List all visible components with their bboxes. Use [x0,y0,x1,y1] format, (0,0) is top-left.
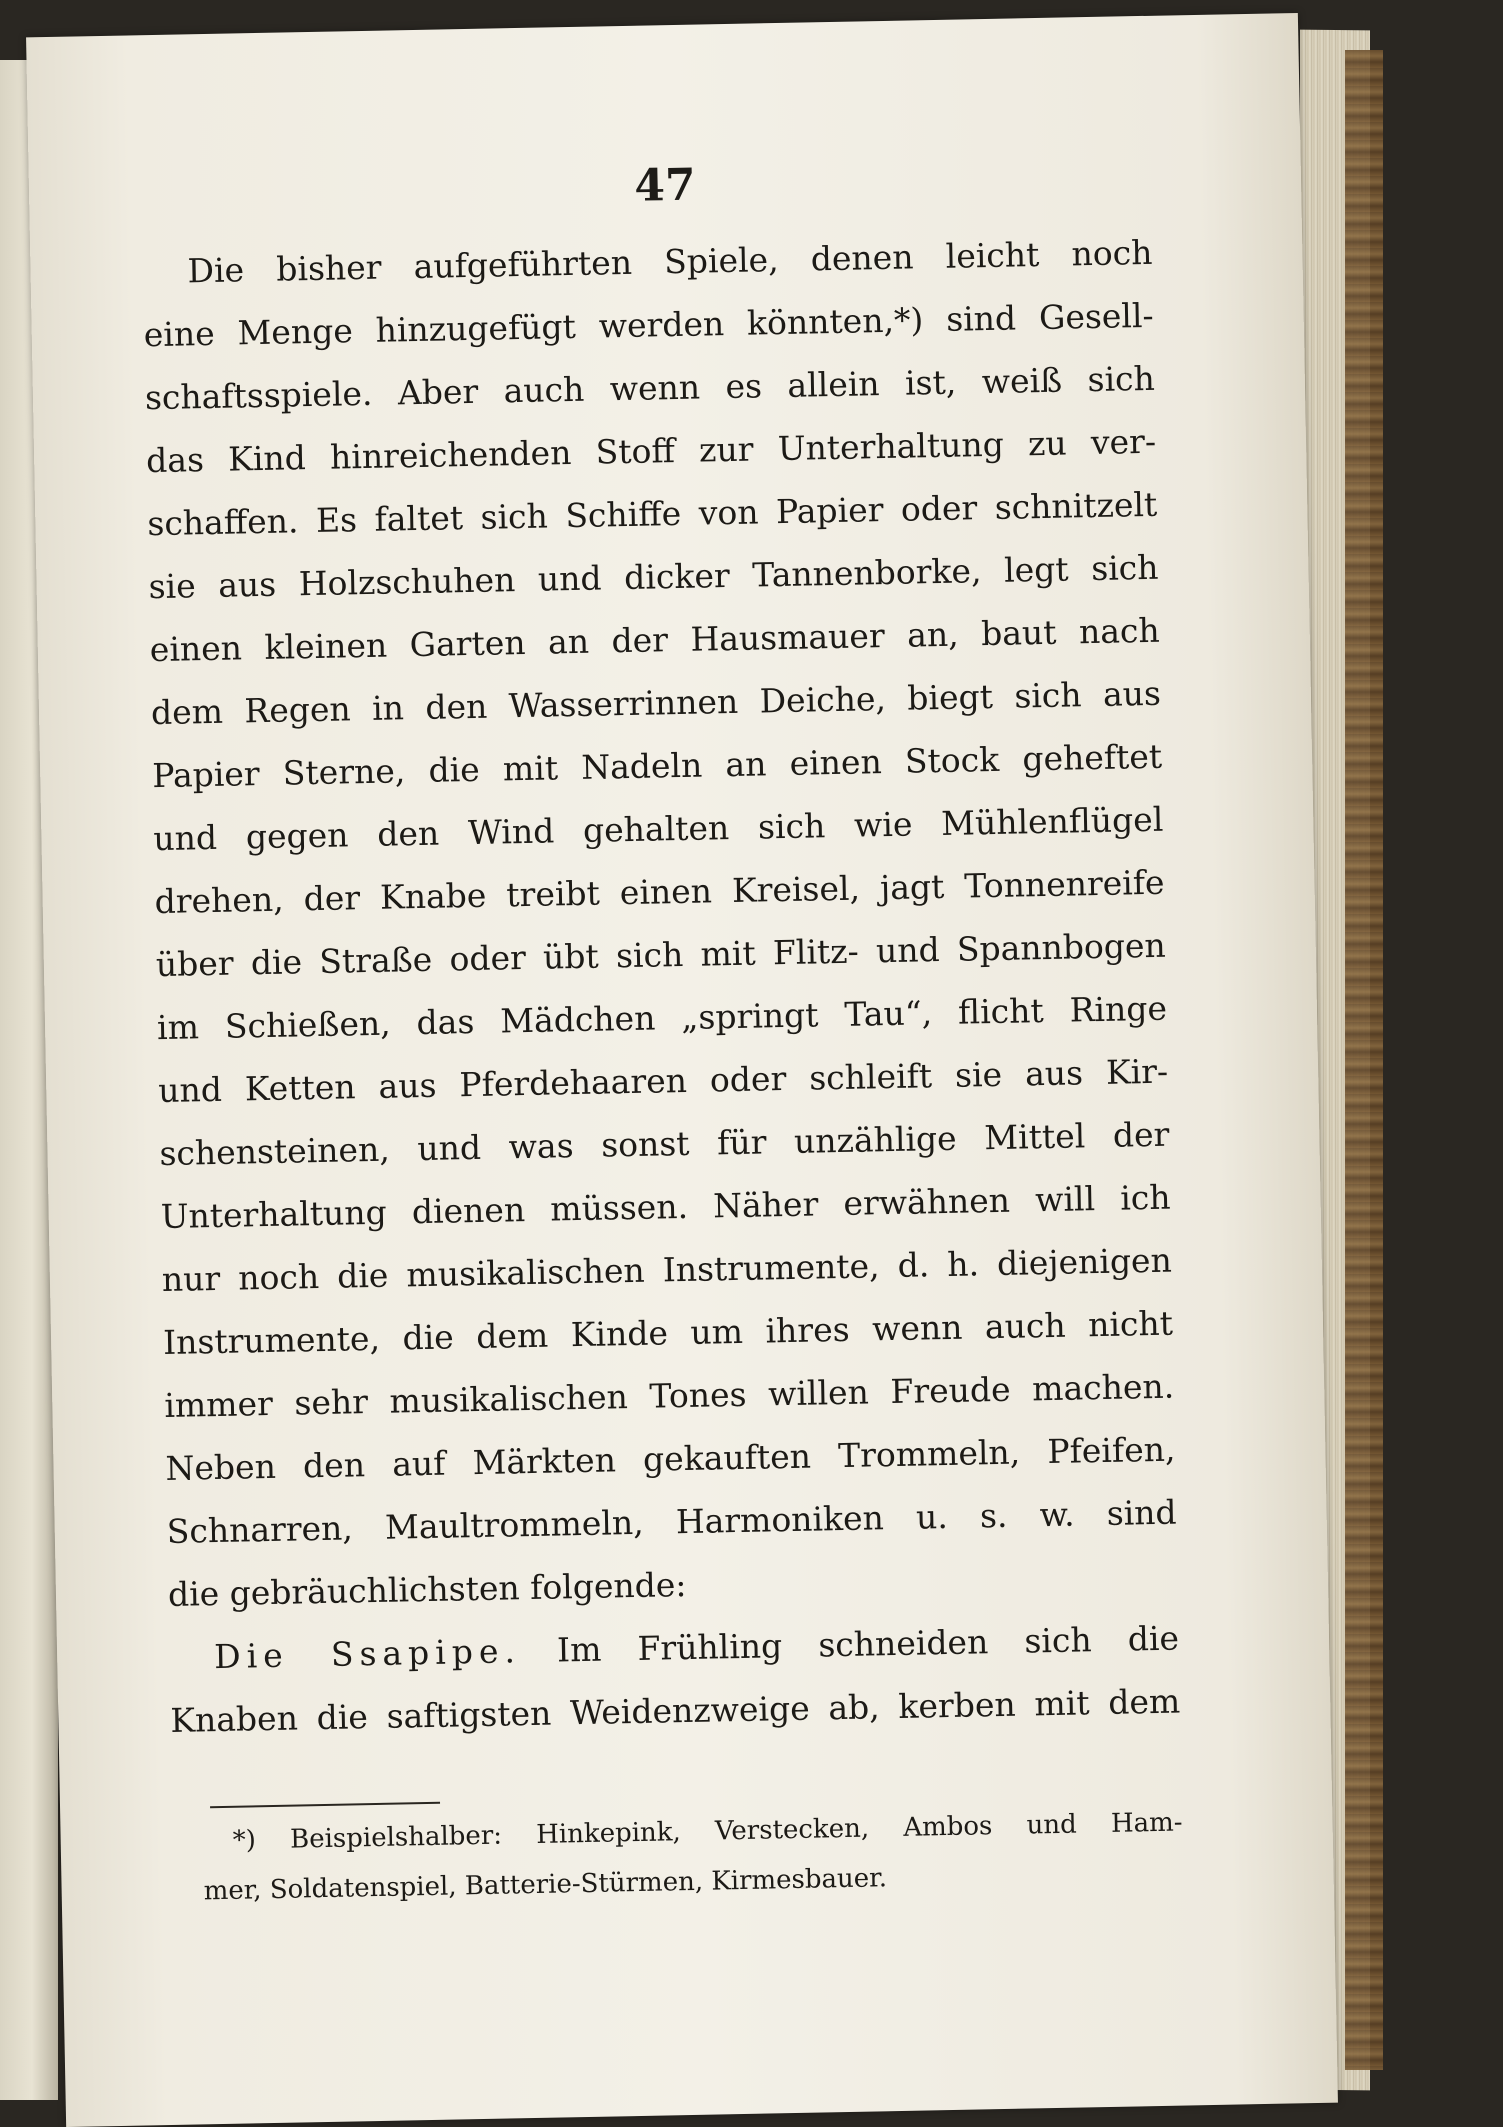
text-line: sie aus Holzschuhen und dicker Tannenborke, legt sich [148,547,1159,607]
text-line: einen kleinen Garten an der Hausmauer an, baut nach [149,610,1161,670]
footnote-divider [210,1802,440,1808]
text-line: eine Menge hinzugefügt werden könnten,*) sind Gesell- [143,295,1154,355]
paragraph-ssapipe-rest: Im Frühling schneiden sich die [556,1618,1180,1670]
text-line: Knaben die saftigsten Weidenzweige ab, kerben mit dem [170,1681,1181,1740]
text-line: Instrumente, die dem Kinde um ihres wenn auch nicht [162,1303,1174,1363]
main-text [142,221,1181,1752]
text-line: dem Regen in den Wasserrinnen Deiche, biegt sich aus [150,673,1162,733]
text-line: schaftsspiele. Aber auch wenn es allein ist, weiß sich [144,358,1156,418]
book-spine [1345,50,1383,2070]
text-line: im Schießen, das Mädchen „springt Tau“, flicht Ringe [156,988,1168,1048]
text-line: immer sehr musikalischen Tones willen Freude machen. [163,1366,1175,1425]
text-line: das Kind hinreichenden Stoff zur Unterhaltung zu ver- [145,421,1157,481]
text-line: Schnarren, Maultrommeln, Harmoniken u. s. w. sind [166,1492,1177,1551]
page-number: 47 [633,159,697,212]
text-line: und Ketten aus Pferdehaaren oder schleift sie aus Kir- [157,1051,1169,1111]
text-line: schaffen. Es faltet sich Schiffe von Papier oder schnitzelt [147,484,1158,544]
text-line: und gegen den Wind gehalten sich wie Mühlenflügel [153,799,1164,859]
footnote-line: *) Beispielshalber: Hinkepink, Verstecken, Ambos und Ham- [232,1807,1183,1856]
book-page [26,13,1338,2127]
text-line: Neben den auf Märkten gekauften Trommeln, Pfeifen, [165,1429,1176,1488]
text-line: Papier Sterne, die mit Nadeln an einen Stock geheftet [151,736,1163,796]
text-line: drehen, der Knabe treibt einen Kreisel, jagt Tonnenreife [154,862,1165,922]
text-line: Die bisher aufgeführten Spiele, denen leicht noch [187,232,1153,291]
text-line: schensteinen, und was sonst für unzählige Mittel der [159,1114,1170,1174]
term-ssapipe: Die Ssapipe. [213,1631,522,1677]
footnote-line: mer, Soldatenspiel, Batterie-Stürmen, Kirmesbauer. [203,1863,888,1907]
text-line: über die Straße oder übt sich mit Flitz- und Spannbogen [155,925,1167,985]
footnote [172,1798,1184,1917]
text-line: die gebräuchlichsten folgende: [167,1565,687,1614]
text-line: nur noch die musikalischen Instrumente, d. h. diejenigen [161,1240,1173,1300]
text-line: Unterhaltung dienen müssen. Näher erwähnen will ich [160,1177,1171,1237]
